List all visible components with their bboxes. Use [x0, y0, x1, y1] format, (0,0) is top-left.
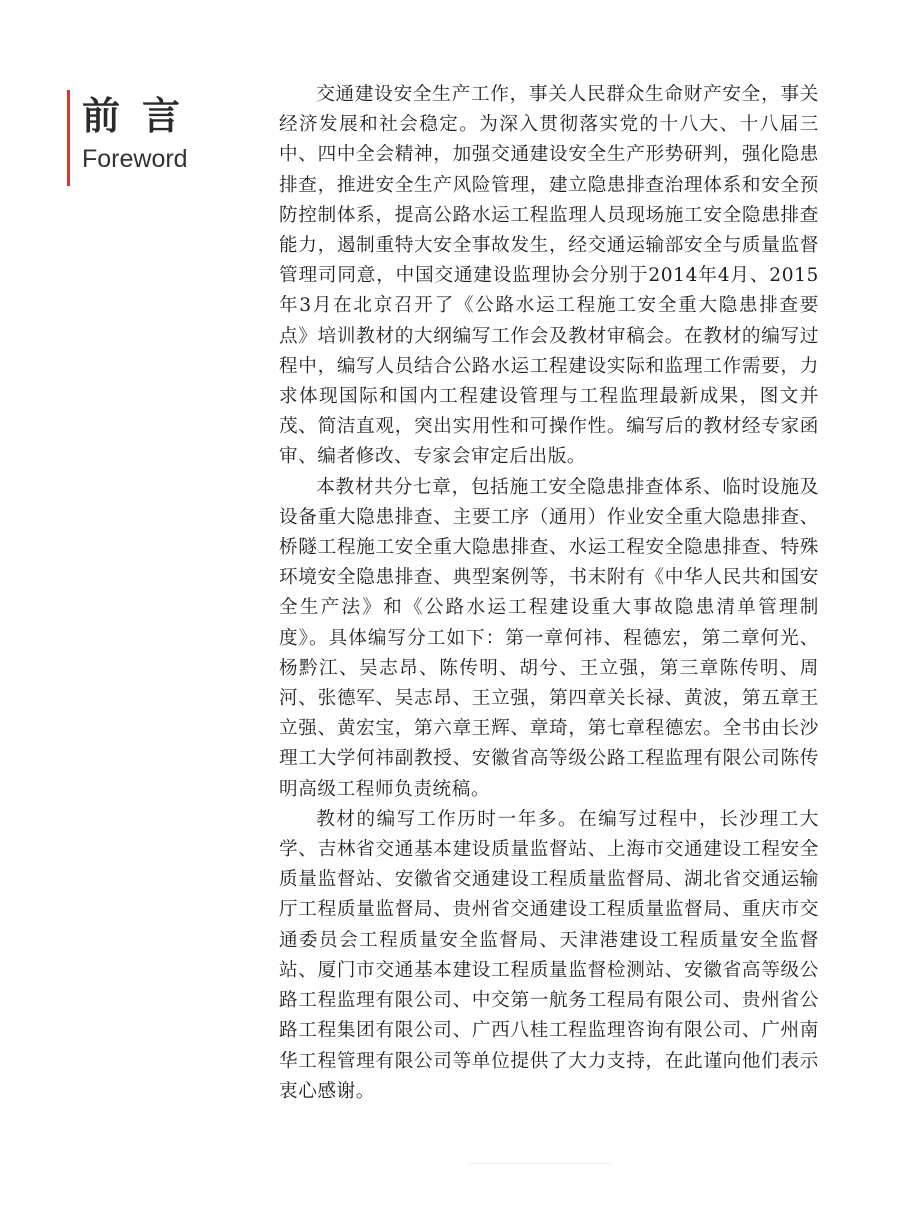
paragraph-1: 交通建设安全生产工作，事关人民群众生命财产安全，事关经济发展和社会稳定。为深入贯彻落实党的十八大、十八届三中、四中全会精神，加强交通建设安全生产形势研判，强化隐患排查，推进安全生产风险管理，建立隐患排查治理体系和安全预防控制体系，提高公路水运工程监理人员现场施工安全隐患排查能力，遏制重特大安全事故发生，经交通运输部安全与质量监督管理司同意，中国交通建设监理协会分别于2014年4月、2015年3月在北京召开了《公路水运工程施工安全重大隐患排查要点》培训教材的大纲编写工作会及教材审稿会。在教材的编写过程中，编写人员结合公路水运工程建设实际和监理工作需要，力求体现国际和国内工程建设管理与工程监理最新成果，图文并茂、简洁直观，突出实用性和可操作性。编写后的教材经专家函审、编者修改、专家会审定后出版。: [279, 84, 819, 468]
paragraph-3: 教材的编写工作历时一年多。在编写过程中，长沙理工大学、吉林省交通基本建设质量监督站、上海市交通建设工程安全质量监督站、安徽省交通建设工程质量监督局、湖北省交通运输厅工程质量监督局、贵州省交通建设工程质量监督局、重庆市交通委员会工程质量安全监督局、天津港建设工程质量安全监督站、厦门市交通基本建设工程质量监督检测站、安徽省高等级公路工程监理有限公司、中交第一航务工程局有限公司、贵州省公路工程集团有限公司、广西八桂工程监理咨询有限公司、广州南华工程管理有限公司等单位提供了大力支持，在此谨向他们表示衷心感谢。: [279, 808, 819, 1102]
footer-divider: [470, 1163, 610, 1164]
foreword-body: [279, 80, 819, 1107]
paragraph-2: 本教材共分七章，包括施工安全隐患排查体系、临时设施及设备重大隐患排查、主要工序（通用）作业安全重大隐患排查、桥隧工程施工安全重大隐患排查、水运工程安全隐患排查、特殊环境安全隐患排查、典型案例等，书末附有《中华人民共和国安全生产法》和《公路水运工程建设重大事故隐患清单管理制度》。具体编写分工如下：第一章何祎、程德宏，第二章何光、杨黔江、吴志昂、陈传明、胡兮、王立强，第三章陈传明、周河、张德军、吴志昂、王立强，第四章关长禄、黄波，第五章王立强、黄宏宝，第六章王辉、章琦，第七章程德宏。全书由长沙理工大学何祎副教授、安徽省高等级公路工程监理有限公司陈传明高级工程师负责统稿。: [279, 476, 819, 800]
section-heading: [67, 90, 202, 186]
heading-title-chinese: 前言: [82, 94, 203, 138]
heading-title-english: Foreword: [82, 145, 188, 173]
